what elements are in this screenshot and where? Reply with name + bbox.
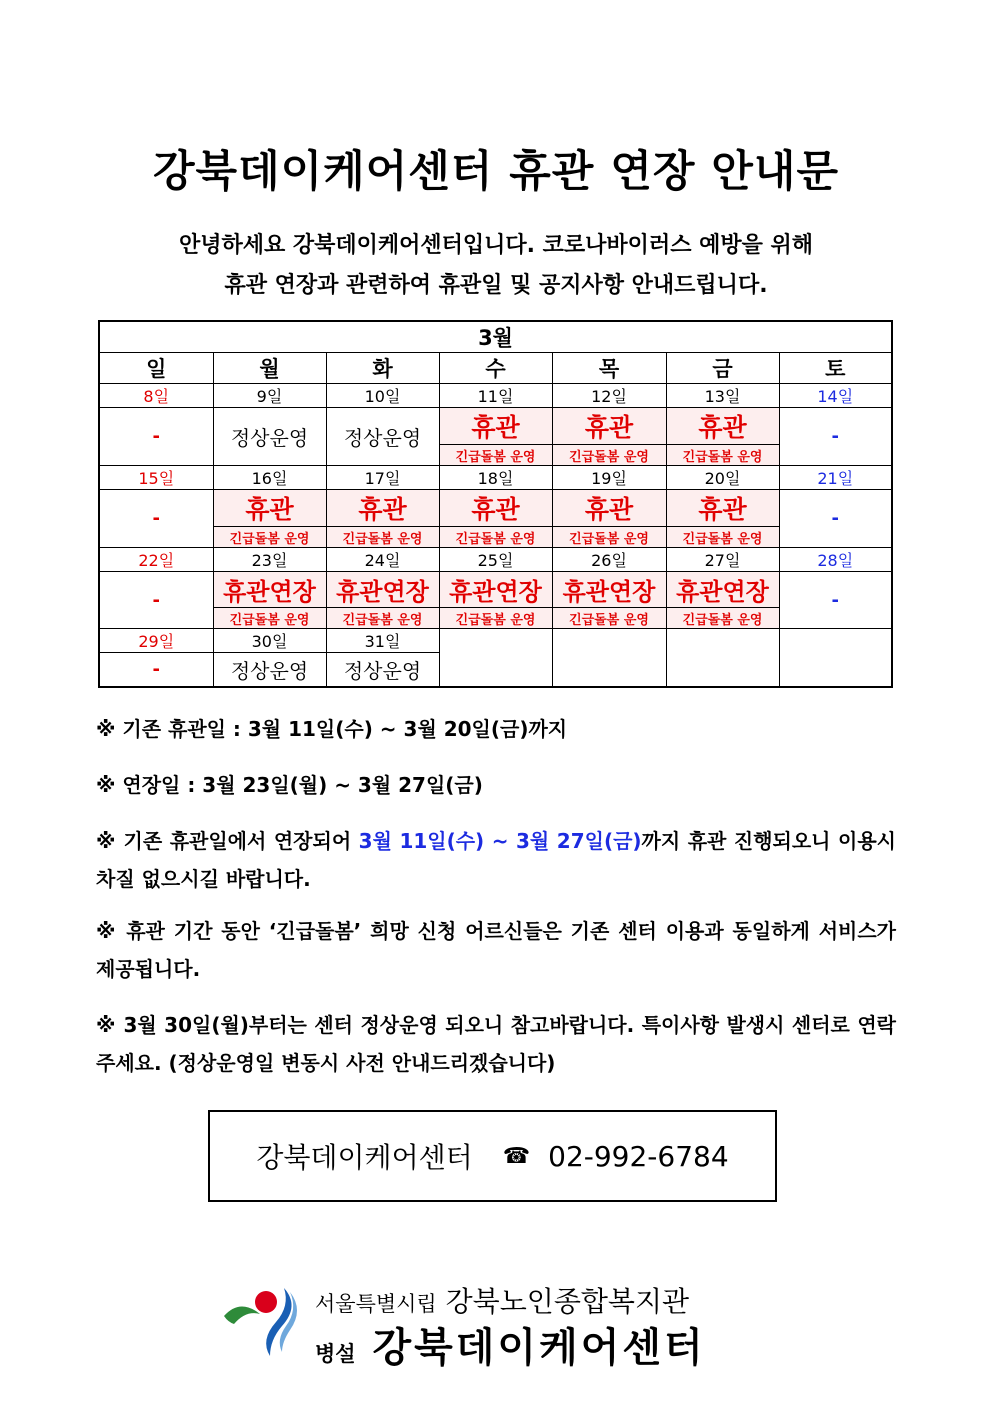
sub-status-cell: 긴급돌봄 운영 xyxy=(213,608,326,629)
day-header-sun: 일 xyxy=(99,353,213,384)
calendar-month: 3월 xyxy=(99,321,892,353)
date-cell: 24일 xyxy=(326,548,439,572)
status-cell: 정상운영 xyxy=(213,653,326,687)
date-cell: 19일 xyxy=(552,466,666,490)
closure-calendar xyxy=(98,320,893,688)
status-cell: 휴관 xyxy=(326,490,439,527)
date-cell: 14일 xyxy=(779,384,892,408)
notice-text: 까지 휴관 진행되오니 이용시 차질 없으시길 바랍니다. xyxy=(96,829,896,891)
status-cell: 휴관 xyxy=(666,490,779,527)
notice-resume: ※ 3월 30일(월)부터는 센터 정상운영 되오니 참고바랍니다. 특이사항 발생시 센터로 연락주세요. (정상운영일 변동시 사전 안내드리겠습니다) xyxy=(96,1013,896,1075)
day-header-wed: 수 xyxy=(439,353,552,384)
sub-status-cell: 긴급돌봄 운영 xyxy=(326,608,439,629)
status-cell: 휴관연장 xyxy=(666,572,779,608)
day-header-tue: 화 xyxy=(326,353,439,384)
contact-phone[interactable]: 02-992-6784 xyxy=(548,1139,729,1173)
sub-status-cell: 긴급돌봄 운영 xyxy=(552,608,666,629)
date-cell: 29일 xyxy=(99,629,213,653)
logo-prefix: 서울특별시립 xyxy=(315,1292,437,1316)
day-header-thu: 목 xyxy=(552,353,666,384)
empty-cell xyxy=(439,629,552,687)
date-cell: 15일 xyxy=(99,466,213,490)
status-cell: - xyxy=(779,408,892,466)
date-cell: 13일 xyxy=(666,384,779,408)
notice-emergency-care: ※ 휴관 기간 동안 ‘긴급돌봄’ 희망 신청 어르신들은 기존 센터 이용과 동일하게 서비스가 제공됩니다. xyxy=(96,919,896,981)
status-cell: 휴관 xyxy=(552,408,666,445)
date-cell: 18일 xyxy=(439,466,552,490)
notice-existing-closure: ※ 기존 휴관일 : 3월 11일(수) ~ 3월 20일(금)까지 xyxy=(96,717,568,741)
empty-cell xyxy=(779,629,892,687)
sub-status-cell: 긴급돌봄 운영 xyxy=(666,527,779,548)
status-cell: 휴관연장 xyxy=(213,572,326,608)
page-title: 강북데이케어센터 휴관 연장 안내문 xyxy=(153,147,839,197)
date-cell: 11일 xyxy=(439,384,552,408)
date-cell: 16일 xyxy=(213,466,326,490)
status-cell: - xyxy=(779,572,892,629)
status-cell: 휴관 xyxy=(666,408,779,445)
logo-name: 강북노인종합복지관 xyxy=(445,1285,690,1318)
status-cell: 휴관 xyxy=(439,490,552,527)
intro-line-1: 안녕하세요 강북데이케어센터입니다. 코로나바이러스 예방을 위해 xyxy=(178,233,814,258)
date-cell: 9일 xyxy=(213,384,326,408)
date-cell: 21일 xyxy=(779,466,892,490)
day-header-sat: 토 xyxy=(779,353,892,384)
status-cell: - xyxy=(99,572,213,629)
date-cell: 30일 xyxy=(213,629,326,653)
date-cell: 25일 xyxy=(439,548,552,572)
highlighted-period: 3월 11일(수) ~ 3월 27일(금) xyxy=(358,829,642,853)
date-cell: 23일 xyxy=(213,548,326,572)
status-cell: 휴관 xyxy=(552,490,666,527)
date-cell: 17일 xyxy=(326,466,439,490)
status-cell: 휴관 xyxy=(213,490,326,527)
sub-status-cell: 긴급돌봄 운영 xyxy=(439,608,552,629)
sub-status-cell: 긴급돌봄 운영 xyxy=(439,445,552,466)
empty-cell xyxy=(666,629,779,687)
status-cell: 휴관 xyxy=(439,408,552,445)
status-cell: - xyxy=(99,490,213,548)
sub-status-cell: 긴급돌봄 운영 xyxy=(326,527,439,548)
center-logo xyxy=(220,1280,780,1371)
status-cell: - xyxy=(99,408,213,466)
date-cell: 8일 xyxy=(99,384,213,408)
day-header-fri: 금 xyxy=(666,353,779,384)
status-cell: - xyxy=(779,490,892,548)
status-cell: 정상운영 xyxy=(213,408,326,466)
status-cell: 휴관연장 xyxy=(552,572,666,608)
logo-line-1 xyxy=(315,1280,689,1320)
status-cell: 정상운영 xyxy=(326,653,439,687)
date-cell: 26일 xyxy=(552,548,666,572)
status-cell: 휴관연장 xyxy=(439,572,552,608)
intro-line-2: 휴관 연장과 관련하여 휴관일 및 공지사항 안내드립니다. xyxy=(224,273,768,298)
empty-cell xyxy=(552,629,666,687)
sub-status-cell: 긴급돌봄 운영 xyxy=(439,527,552,548)
logo-prefix: 병설 xyxy=(315,1342,356,1366)
date-cell: 22일 xyxy=(99,548,213,572)
day-header-mon: 월 xyxy=(213,353,326,384)
date-cell: 28일 xyxy=(779,548,892,572)
sub-status-cell: 긴급돌봄 운영 xyxy=(552,445,666,466)
notice-extension: ※ 연장일 : 3월 23일(월) ~ 3월 27일(금) xyxy=(96,773,483,797)
status-cell: 휴관연장 xyxy=(326,572,439,608)
sub-status-cell: 긴급돌봄 운영 xyxy=(666,608,779,629)
date-cell: 20일 xyxy=(666,466,779,490)
contact-box xyxy=(208,1110,777,1202)
date-cell: 27일 xyxy=(666,548,779,572)
sub-status-cell: 긴급돌봄 운영 xyxy=(552,527,666,548)
logo-name: 강북데이케어센터 xyxy=(372,1325,706,1371)
status-cell: - xyxy=(99,653,213,687)
notice-text: ※ 기존 휴관일에서 연장되어 xyxy=(96,829,359,853)
notice-closure-period xyxy=(96,822,896,898)
date-cell: 10일 xyxy=(326,384,439,408)
telephone-icon: ☎ xyxy=(502,1143,531,1169)
seoul-emblem-icon xyxy=(220,1280,310,1360)
contact-name: 강북데이케어센터 xyxy=(256,1141,473,1174)
sub-status-cell: 긴급돌봄 운영 xyxy=(213,527,326,548)
date-cell: 31일 xyxy=(326,629,439,653)
sub-status-cell: 긴급돌봄 운영 xyxy=(666,445,779,466)
status-cell: 정상운영 xyxy=(326,408,439,466)
logo-line-2 xyxy=(315,1316,706,1373)
date-cell: 12일 xyxy=(552,384,666,408)
